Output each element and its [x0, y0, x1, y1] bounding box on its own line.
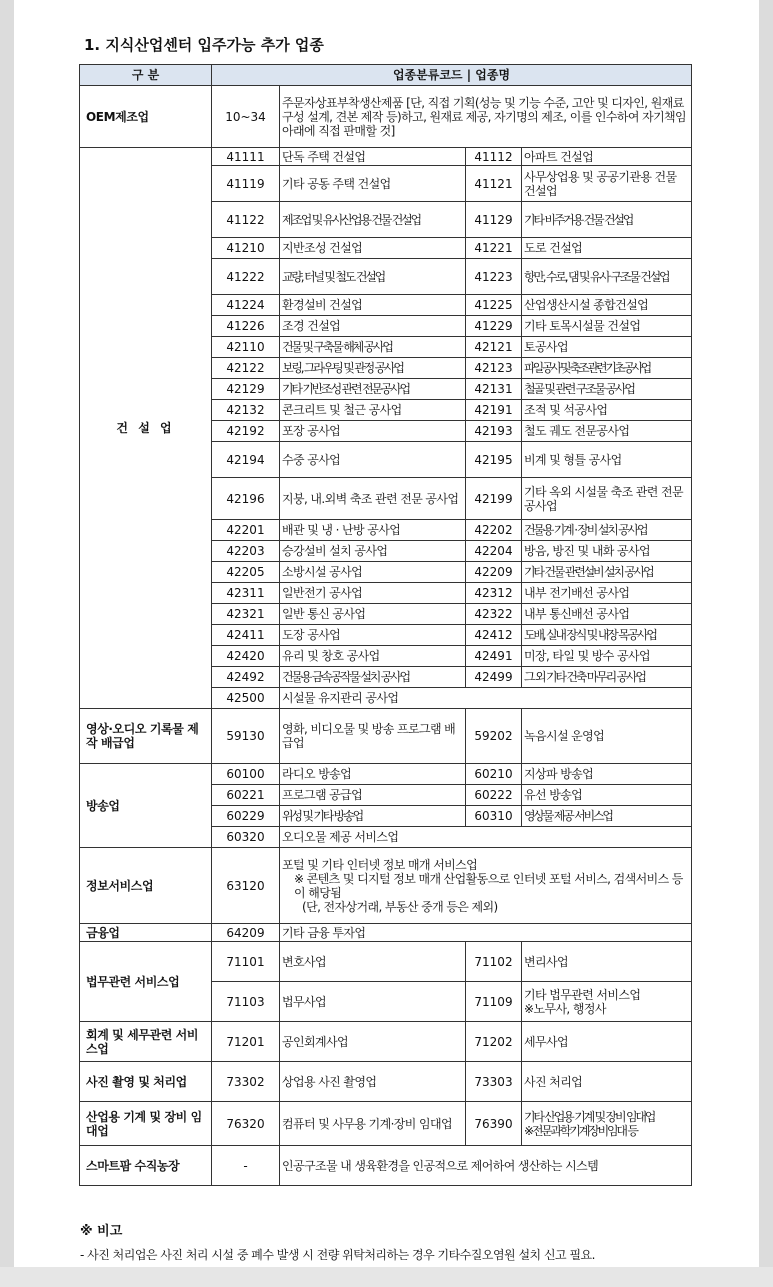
code-cell: 42500 [212, 688, 280, 709]
name-cell: 기타 비주거용 건물 건설업 [522, 202, 692, 238]
category-photo: 사진 촬영 및 처리업 [80, 1062, 212, 1102]
code-cell: 41122 [212, 202, 280, 238]
info-line: 포털 및 기타 인터넷 정보 매개 서비스업 [282, 857, 478, 872]
code-cell: 60221 [212, 785, 280, 806]
right-margin [759, 0, 773, 1287]
category-broadcasting: 방송업 [80, 764, 212, 848]
name-cell: 아파트 건설업 [522, 148, 692, 166]
code-cell: 42203 [212, 541, 280, 562]
code-cell: 42193 [466, 421, 522, 442]
table-row [80, 709, 692, 764]
code-cell: 42123 [466, 358, 522, 379]
table-row [80, 86, 692, 148]
name-cell: 기타 옥외 시설물 축조 관련 전문공사업 [522, 478, 692, 520]
name-cell: 건물용 금속공작물 설치 공사업 [280, 667, 466, 688]
code-cell: 10~34 [212, 86, 280, 148]
code-cell: 42312 [466, 583, 522, 604]
code-cell: 42129 [212, 379, 280, 400]
name-cell: 상업용 사진 촬영업 [280, 1062, 466, 1102]
name-cell: 단독 주택 건설업 [280, 148, 466, 166]
table-row [80, 942, 692, 982]
category-construction: 건 설 업 [80, 148, 212, 709]
name-cell: 라디오 방송업 [280, 764, 466, 785]
name-main: 기타 법무관련 서비스업 [524, 987, 641, 1002]
code-cell: 41226 [212, 316, 280, 337]
code-cell: 41224 [212, 295, 280, 316]
code-cell: 60222 [466, 785, 522, 806]
industry-table [79, 64, 692, 1186]
name-cell: 보링, 그라우팅 및 관정 공사업 [280, 358, 466, 379]
table-row [80, 1102, 692, 1146]
name-cell: 컴퓨터 및 사무용 기계·장비 임대업 [280, 1102, 466, 1146]
code-cell: 41111 [212, 148, 280, 166]
code-cell: 76320 [212, 1102, 280, 1146]
name-cell: 기타 토목시설물 건설업 [522, 316, 692, 337]
name-cell: 지상파 방송업 [522, 764, 692, 785]
code-cell: 42491 [466, 646, 522, 667]
name-cell: 일반 통신 공사업 [280, 604, 466, 625]
name-cell: 시설물 유지관리 공사업 [280, 688, 692, 709]
name-cell: 기타 공동 주택 건설업 [280, 166, 466, 202]
name-cell: 환경설비 건설업 [280, 295, 466, 316]
name-cell: 지붕, 내.외벽 축조 관련 전문 공사업 [280, 478, 466, 520]
name-cell: 조적 및 석공사업 [522, 400, 692, 421]
code-cell: 76390 [466, 1102, 522, 1146]
name-cell: 배관 및 냉 · 난방 공사업 [280, 520, 466, 541]
name-cell: 토공사업 [522, 337, 692, 358]
category-accounting: 회계 및 세무관련 서비스업 [80, 1022, 212, 1062]
name-note: ※전문과학기계장비임대 등 [524, 1123, 637, 1138]
name-cell: 오디오물 제공 서비스업 [280, 827, 692, 848]
info-exclusion: (단, 전자상거래, 부동산 중개 등은 제외) [302, 899, 498, 914]
code-cell: 41221 [466, 238, 522, 259]
code-cell: 63120 [212, 848, 280, 924]
name-cell: 지반조성 건설업 [280, 238, 466, 259]
name-cell: 유선 방송업 [522, 785, 692, 806]
code-cell: 71103 [212, 982, 280, 1022]
code-cell: 60229 [212, 806, 280, 827]
code-cell: 41222 [212, 259, 280, 295]
name-cell: 제조업 및 유사산업용 건물 건설업 [280, 202, 466, 238]
code-cell: 42192 [212, 421, 280, 442]
name-cell: 영상물 제공 서비스업 [522, 806, 692, 827]
name-cell: 영화, 비디오물 및 방송 프로그램 배급업 [280, 709, 466, 764]
remark-text: - 사진 처리업은 사진 처리 시설 중 폐수 발생 시 전량 위탁처리하는 경우 기타수질오염원 설치 신고 필요. [80, 1248, 595, 1262]
code-cell: 41129 [466, 202, 522, 238]
header-category: 구 분 [80, 65, 212, 86]
name-cell: 일반전기 공사업 [280, 583, 466, 604]
code-cell: 41225 [466, 295, 522, 316]
code-cell: 71109 [466, 982, 522, 1022]
code-cell: 60100 [212, 764, 280, 785]
code-cell: 42132 [212, 400, 280, 421]
code-cell: 42131 [466, 379, 522, 400]
code-cell: 42205 [212, 562, 280, 583]
code-cell: 42199 [466, 478, 522, 520]
name-cell: 법무사업 [280, 982, 466, 1022]
code-cell: 60210 [466, 764, 522, 785]
code-cell: 42209 [466, 562, 522, 583]
code-cell: 60310 [466, 806, 522, 827]
name-cell: 항만, 수로, 댐 및 유사 구조물 건설업 [522, 259, 692, 295]
name-cell: 파일 공사 및 축조 관련 기초 공사업 [522, 358, 692, 379]
code-cell: 71202 [466, 1022, 522, 1062]
name-cell: 도로 건설업 [522, 238, 692, 259]
name-cell: 그 외 기타 건축 마무리 공사업 [522, 667, 692, 688]
name-cell: 사진 처리업 [522, 1062, 692, 1102]
code-cell: 42204 [466, 541, 522, 562]
name-cell: 철도 궤도 전문공사업 [522, 421, 692, 442]
info-note: ※ 콘텐츠 및 디지털 정보 매개 산업활동으로 인터넷 포털 서비스, 검색서비스 등이 해당됨 [294, 871, 683, 900]
table-row [80, 1022, 692, 1062]
name-cell: 건물 및 구축물 해체 공사업 [280, 337, 466, 358]
category-finance: 금융업 [80, 924, 212, 942]
code-cell: 42321 [212, 604, 280, 625]
name-cell [522, 1102, 692, 1146]
name-cell: 기타 금융 투자업 [280, 924, 692, 942]
name-cell: 주문자상표부착생산제품 [단, 직접 기획(성능 및 기능 수준, 고안 및 디자인, 원재료 구성 설계, 견본 제작 등)하고, 원재료 제공, 자기명의 제조, 이를 인수하여 자기책임 아래에 직접 판매할 것] [280, 86, 692, 148]
table-row [80, 764, 692, 785]
name-cell: 세무사업 [522, 1022, 692, 1062]
code-cell: 71101 [212, 942, 280, 982]
table-row [80, 148, 692, 166]
code-cell: 60320 [212, 827, 280, 848]
name-cell: 비계 및 형틀 공사업 [522, 442, 692, 478]
name-cell [280, 848, 692, 924]
name-cell: 건물용 기계 · 장비 설치 공사업 [522, 520, 692, 541]
name-cell: 콘크리트 및 철근 공사업 [280, 400, 466, 421]
table-row [80, 1062, 692, 1102]
code-cell: 41223 [466, 259, 522, 295]
code-cell: 42492 [212, 667, 280, 688]
name-cell: 승강설비 설치 공사업 [280, 541, 466, 562]
name-cell: 사무상업용 및 공공기관용 건물 건설업 [522, 166, 692, 202]
code-cell: 71102 [466, 942, 522, 982]
name-cell: 공인회계사업 [280, 1022, 466, 1062]
code-cell: 41112 [466, 148, 522, 166]
code-cell: 42411 [212, 625, 280, 646]
name-cell: 소방시설 공사업 [280, 562, 466, 583]
name-main: 기타 산업용 기계 및 장비 임대업 [524, 1109, 655, 1124]
name-cell: 산업생산시설 종합건설업 [522, 295, 692, 316]
code-cell: 59202 [466, 709, 522, 764]
category-infoservice: 정보서비스업 [80, 848, 212, 924]
name-cell: 기타 건물 관련설비 설치 공사업 [522, 562, 692, 583]
table-header [80, 65, 692, 86]
name-cell: 수중 공사업 [280, 442, 466, 478]
code-cell: 59130 [212, 709, 280, 764]
code-cell: 42499 [466, 667, 522, 688]
name-cell: 도배, 실내 장식 및 내장 목공사업 [522, 625, 692, 646]
name-cell: 철골 및 관련 구조물 공사업 [522, 379, 692, 400]
name-cell: 위성 및 기타 방송업 [280, 806, 466, 827]
category-oem: OEM제조업 [80, 86, 212, 148]
name-cell: 변리사업 [522, 942, 692, 982]
code-cell: 42322 [466, 604, 522, 625]
code-cell: 42121 [466, 337, 522, 358]
name-cell: 도장 공사업 [280, 625, 466, 646]
name-cell [522, 982, 692, 1022]
code-cell: 42201 [212, 520, 280, 541]
code-cell: 42122 [212, 358, 280, 379]
name-cell: 방음, 방진 및 내화 공사업 [522, 541, 692, 562]
category-legal: 법무관련 서비스업 [80, 942, 212, 1022]
code-cell: 41210 [212, 238, 280, 259]
code-cell: 42196 [212, 478, 280, 520]
remark-heading: ※ 비고 [80, 1224, 123, 1239]
code-cell: 42202 [466, 520, 522, 541]
left-margin [0, 0, 14, 1287]
table-row [80, 1146, 692, 1186]
name-cell: 변호사업 [280, 942, 466, 982]
name-cell: 유리 및 창호 공사업 [280, 646, 466, 667]
code-cell: - [212, 1146, 280, 1186]
name-cell: 내부 통신배선 공사업 [522, 604, 692, 625]
name-cell: 녹음시설 운영업 [522, 709, 692, 764]
code-cell: 42420 [212, 646, 280, 667]
name-cell: 교량, 터널 및 철도 건설업 [280, 259, 466, 295]
code-cell: 71201 [212, 1022, 280, 1062]
name-cell: 내부 전기배선 공사업 [522, 583, 692, 604]
category-rental: 산업용 기계 및 장비 임대업 [80, 1102, 212, 1146]
code-cell: 73303 [466, 1062, 522, 1102]
name-cell: 조경 건설업 [280, 316, 466, 337]
name-cell: 프로그램 공급업 [280, 785, 466, 806]
bottom-margin [0, 1267, 773, 1287]
table-row [80, 848, 692, 924]
code-cell: 41229 [466, 316, 522, 337]
code-cell: 42110 [212, 337, 280, 358]
code-cell: 42412 [466, 625, 522, 646]
code-cell: 42191 [466, 400, 522, 421]
name-cell: 기타 기반조성 관련 전문공사업 [280, 379, 466, 400]
name-cell: 포장 공사업 [280, 421, 466, 442]
code-cell: 41121 [466, 166, 522, 202]
name-note: ※노무사, 행정사 [524, 1001, 606, 1016]
code-cell: 42194 [212, 442, 280, 478]
header-codes: 업종분류코드 | 업종명 [212, 65, 692, 86]
code-cell: 64209 [212, 924, 280, 942]
category-av: 영상·오디오 기록물 제작 배급업 [80, 709, 212, 764]
table-row [80, 924, 692, 942]
code-cell: 42311 [212, 583, 280, 604]
code-cell: 41119 [212, 166, 280, 202]
name-cell: 인공구조물 내 생육환경을 인공적으로 제어하여 생산하는 시스템 [280, 1146, 692, 1186]
code-cell: 73302 [212, 1062, 280, 1102]
page-title: 1. 지식산업센터 입주가능 추가 업종 [84, 36, 324, 54]
code-cell: 42195 [466, 442, 522, 478]
category-smartfarm: 스마트팜 수직농장 [80, 1146, 212, 1186]
name-cell: 미장, 타일 및 방수 공사업 [522, 646, 692, 667]
